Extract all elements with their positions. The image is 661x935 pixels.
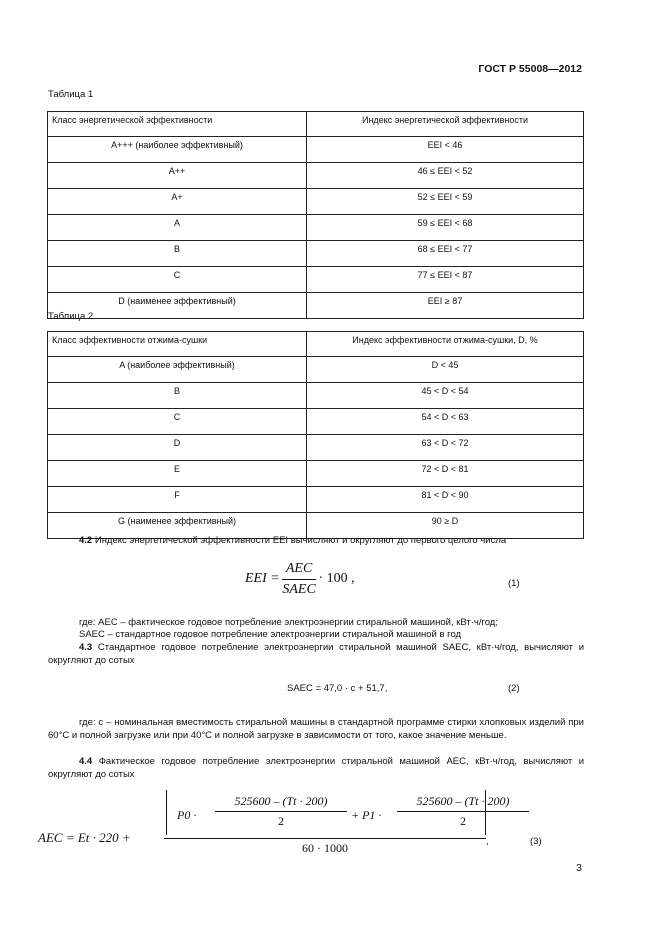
formula3-term1-den: 2 xyxy=(278,814,284,828)
table-row xyxy=(48,163,584,189)
where-1-line-1: где: AEC – фактическое годовое потребление электроэнергии стиральной машиной, кВт·ч/год; xyxy=(79,617,498,628)
index-cell: 45 < D < 54 xyxy=(307,383,584,409)
formula3-term1 xyxy=(215,794,347,829)
index-cell: 90 ≥ D xyxy=(307,513,584,539)
table-row xyxy=(48,435,584,461)
section-4-4 xyxy=(48,756,584,781)
table-row xyxy=(48,293,584,319)
class-cell: A xyxy=(48,215,307,241)
class-cell: F xyxy=(48,487,307,513)
section-text: Фактическое годовое потребление электроэнергии стиральной машиной AEC, кВт·ч/год, вычисляют и округляют до сотых xyxy=(48,756,584,780)
table-header-row xyxy=(48,112,584,137)
formula3-term2-den: 2 xyxy=(460,814,466,828)
index-cell: 52 ≤ EEI < 59 xyxy=(307,189,584,215)
class-cell: B xyxy=(48,383,307,409)
table-row xyxy=(48,189,584,215)
table-row xyxy=(48,409,584,435)
index-cell: D < 45 xyxy=(307,357,584,383)
formula3-number: (3) xyxy=(530,836,542,847)
index-cell: 72 < D < 81 xyxy=(307,461,584,487)
formula3-comma: , xyxy=(486,836,489,847)
table-row xyxy=(48,215,584,241)
formula1-number: (1) xyxy=(508,578,520,589)
formula1-tail: · 100 , xyxy=(318,571,355,587)
index-cell: 77 ≤ EEI < 87 xyxy=(307,267,584,293)
class-cell: A++ xyxy=(48,163,307,189)
class-cell: D (наименее эффективный) xyxy=(48,293,307,319)
section-number: 4.2 xyxy=(79,535,93,546)
class-cell: C xyxy=(48,267,307,293)
formula3-term2-num: 525600 – (Tt · 200) xyxy=(397,794,529,812)
table2 xyxy=(47,331,584,539)
class-cell: E xyxy=(48,461,307,487)
table2-caption: Таблица 2 xyxy=(48,311,94,322)
class-cell: C xyxy=(48,409,307,435)
formula1-denominator: SAEC xyxy=(282,582,316,597)
table-row xyxy=(48,241,584,267)
table-row xyxy=(48,137,584,163)
class-cell: A (наиболее эффективный) xyxy=(48,357,307,383)
table-header-cell: Класс эффективности отжима-сушки xyxy=(48,332,307,357)
formula1-numerator: AEC xyxy=(282,561,315,580)
table1-caption: Таблица 1 xyxy=(48,89,94,100)
table1 xyxy=(47,111,584,319)
table-row xyxy=(48,383,584,409)
formula3-lhs: AEC = Et · 220 + xyxy=(38,830,131,845)
table-row xyxy=(48,357,584,383)
index-cell: 81 < D < 90 xyxy=(307,487,584,513)
section-number: 4.4 xyxy=(79,756,93,767)
formula3-p0: P0 · xyxy=(177,808,197,822)
formula3-term1-num: 525600 – (Tt · 200) xyxy=(215,794,347,812)
class-cell: A+ xyxy=(48,189,307,215)
index-cell: 63 < D < 72 xyxy=(307,435,584,461)
formula3-p1: + P1 · xyxy=(351,808,382,822)
formula1-lhs: EEI = xyxy=(245,571,280,587)
class-cell: A+++ (наиболее эффективный) xyxy=(48,137,307,163)
section-4-2 xyxy=(48,535,584,548)
class-cell: B xyxy=(48,241,307,267)
table-header-cell: Класс энергетической эффективности xyxy=(48,112,307,137)
section-4-3 xyxy=(48,642,584,667)
formula3-term2 xyxy=(397,794,529,829)
formula1-fraction xyxy=(282,561,315,598)
formula3-bracket xyxy=(166,790,510,835)
table-header-cell: Индекс энергетической эффективности xyxy=(307,112,584,137)
table-row xyxy=(48,267,584,293)
class-cell: D xyxy=(48,435,307,461)
index-cell: 54 < D < 63 xyxy=(307,409,584,435)
formula3-main-line xyxy=(164,838,486,839)
page-number: 3 xyxy=(576,862,582,874)
table-header-row xyxy=(48,332,584,357)
formula-3 xyxy=(38,790,510,860)
section-text: Стандартное годовое потребление электроэнергии стиральной машиной SAEC, кВт·ч/год, вычисляют и округляют до сотых xyxy=(48,642,584,666)
standard-header: ГОСТ Р 55008—2012 xyxy=(478,63,582,75)
class-cell: G (наименее эффективный) xyxy=(48,513,307,539)
section-text: Индекс энергетической эффективности EEI вычисляют и округляют до первого целого числа xyxy=(94,535,507,546)
formula3-denominator: 60 · 1000 xyxy=(302,841,348,855)
index-cell: 68 ≤ EEI < 77 xyxy=(307,241,584,267)
table-row xyxy=(48,487,584,513)
index-cell: 46 ≤ EEI < 52 xyxy=(307,163,584,189)
index-cell: 59 ≤ EEI < 68 xyxy=(307,215,584,241)
formula-2: SAEC = 47,0 · c + 51,7, xyxy=(287,683,388,694)
index-cell: EEI ≥ 87 xyxy=(307,293,584,319)
formula2-number: (2) xyxy=(508,683,520,694)
section-number: 4.3 xyxy=(79,642,93,653)
formula-1 xyxy=(245,561,395,598)
table-header-cell: Индекс эффективности отжима-сушки, D, % xyxy=(307,332,584,357)
where-1-line-2: SAEC – стандартное годовое потребление электроэнергии стиральной машиной в год xyxy=(79,629,462,640)
table-row xyxy=(48,461,584,487)
index-cell: EEI < 46 xyxy=(307,137,584,163)
where-2: где: c – номинальная вместимость стиральной машины в стандартной программе стирки хлопковых изделий при 60°C и полной загрузке или при 40°C и полной загрузке в зависимости от того, какое значение меньше. xyxy=(48,717,584,741)
